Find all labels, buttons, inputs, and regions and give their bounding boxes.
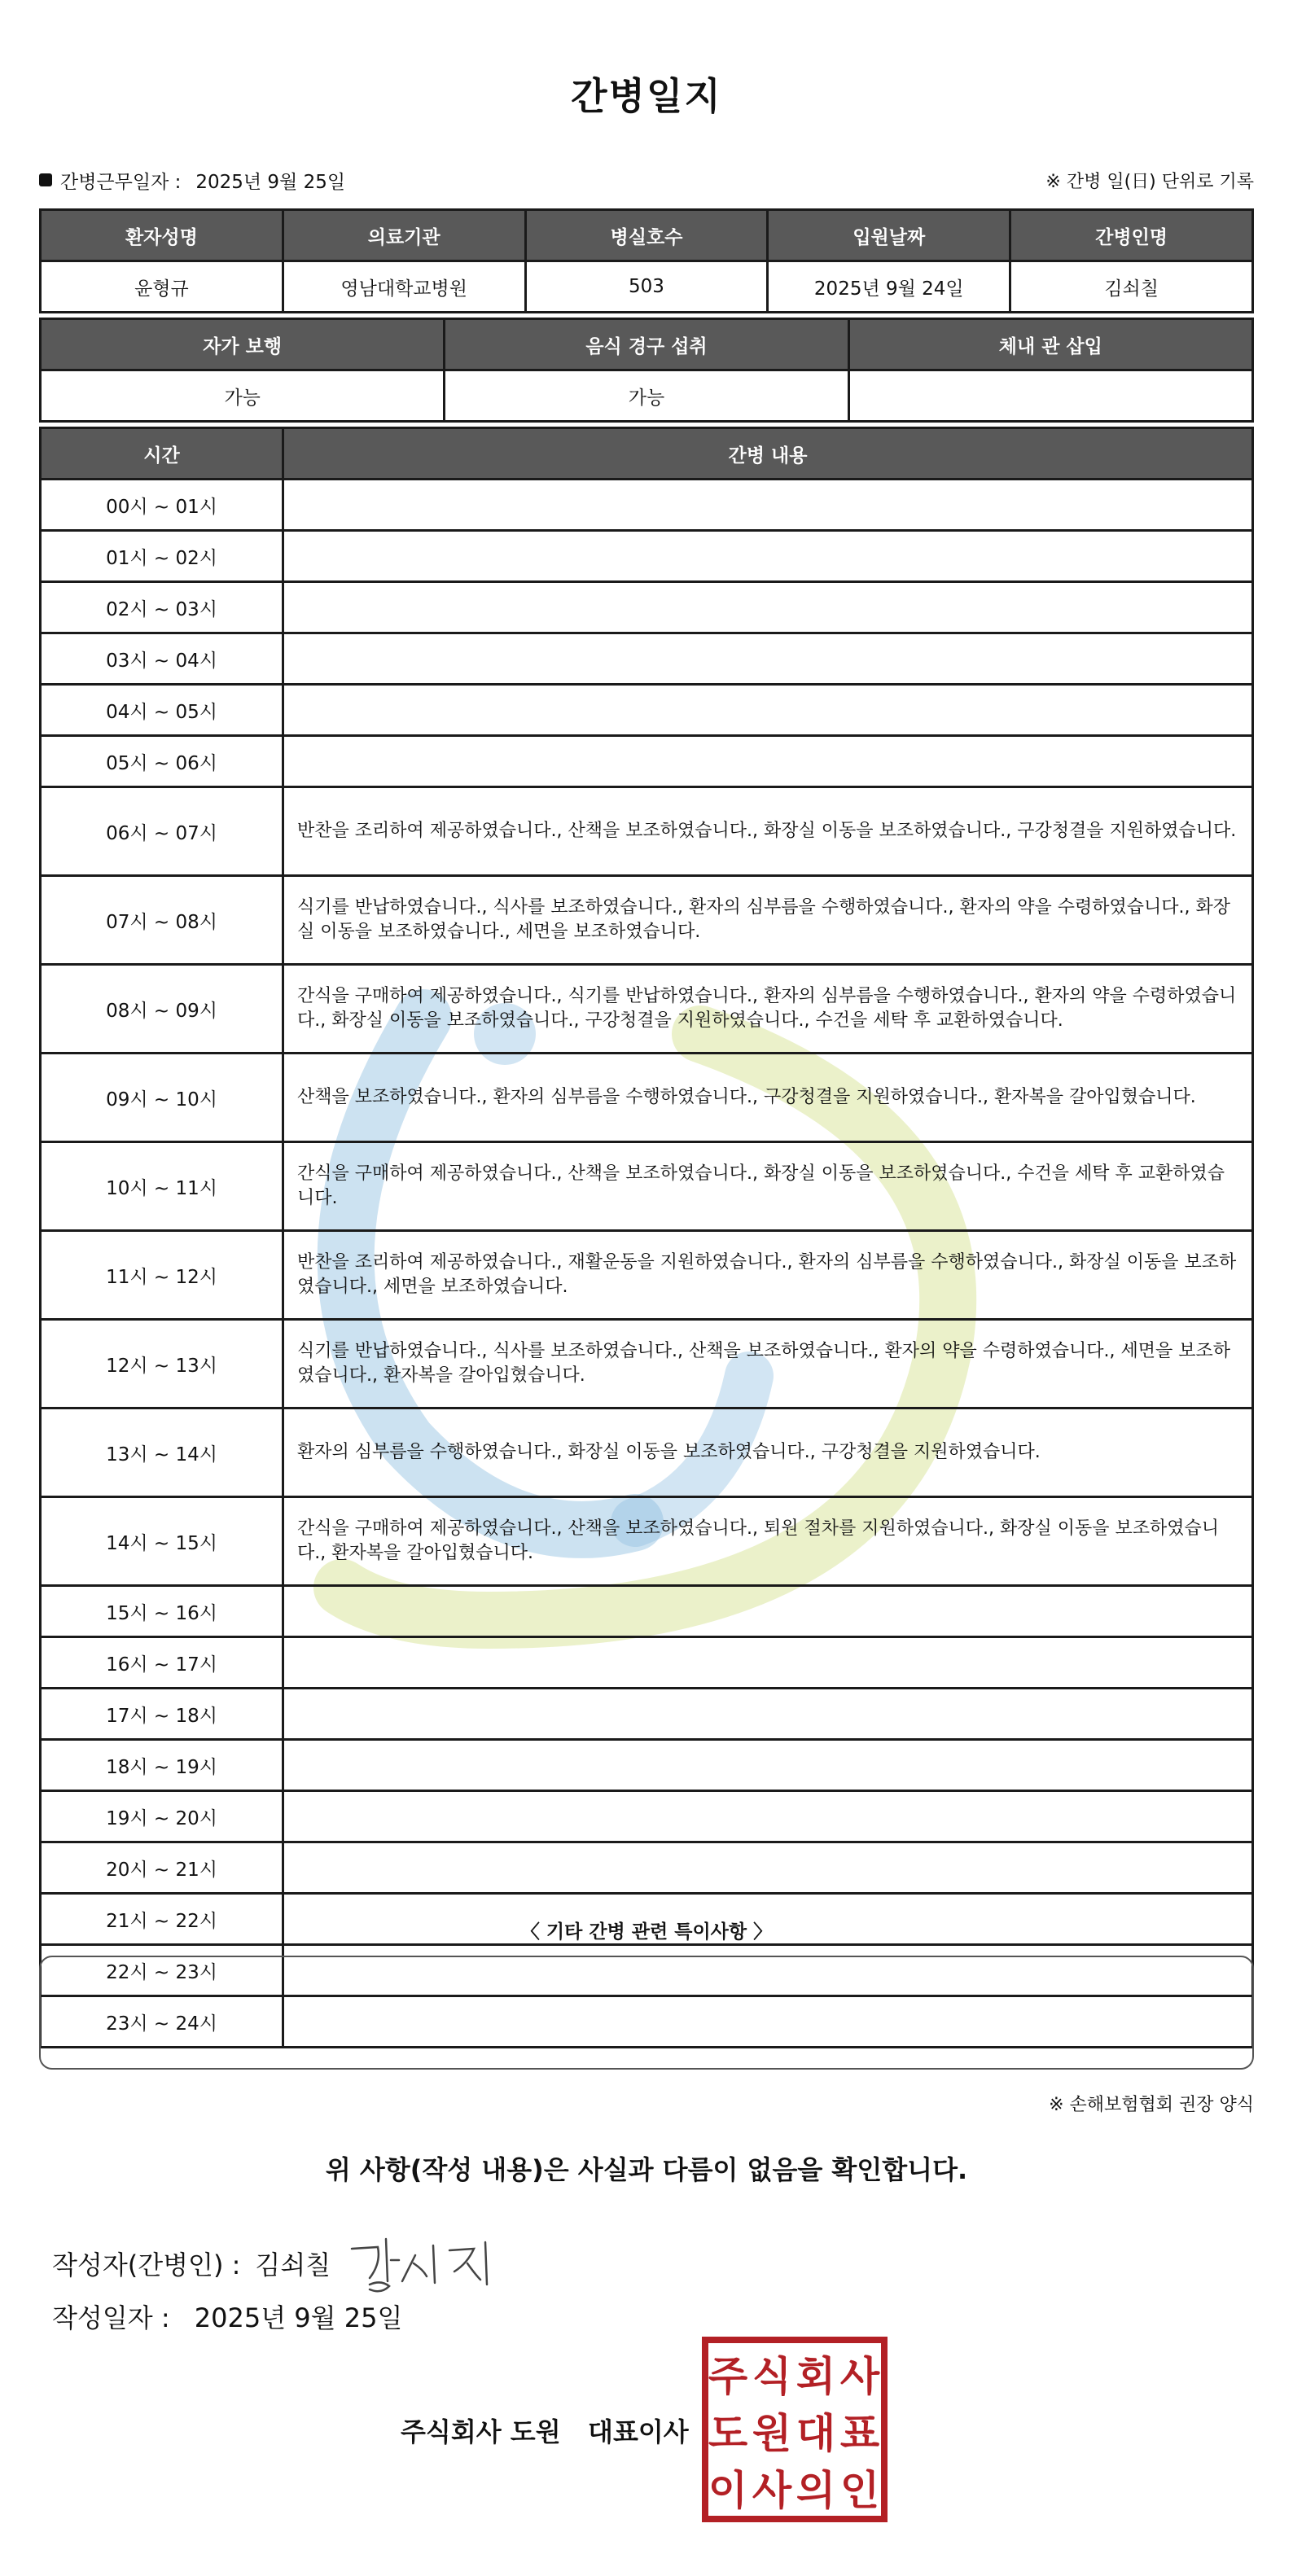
write-date-value: 2025년 9월 25일 (194, 2302, 403, 2333)
header-oral-intake: 음식 경구 섭취 (445, 319, 848, 370)
care-content: 식기를 반납하였습니다., 식사를 보조하였습니다., 산책을 보조하였습니다., 환자의 약을 수령하였습니다., 세면을 보조하였습니다., 환자복을 갈아입혔습니다. (283, 1320, 1253, 1408)
care-content: 간식을 구매하여 제공하였습니다., 산책을 보조하였습니다., 화장실 이동을 보조하였습니다., 수건을 세탁 후 교환하였습니다. (283, 1142, 1253, 1231)
seal-character: 회 (796, 2353, 836, 2400)
care-content (283, 1586, 1253, 1637)
company-seal-stamp (702, 2337, 888, 2522)
seal-character: 도 (708, 2410, 748, 2457)
header-tube-insertion: 체내 관 삽입 (848, 319, 1252, 370)
table-row (41, 1054, 1253, 1142)
table-row (41, 633, 1253, 685)
time-slot: 05시 ~ 06시 (41, 736, 283, 787)
care-content (283, 480, 1253, 531)
time-slot: 09시 ~ 10시 (41, 1054, 283, 1142)
header-hospital: 의료기관 (283, 210, 525, 261)
seal-character: 주 (708, 2353, 748, 2400)
tube-insertion-value (848, 370, 1252, 422)
table-row (41, 1142, 1253, 1231)
misc-notes-label: 〈 기타 간병 관련 특이사항 〉 (520, 1921, 773, 1943)
table-row (41, 1842, 1253, 1894)
table-row (41, 736, 1253, 787)
misc-notes-box (39, 1956, 1254, 2070)
table-row (41, 685, 1253, 736)
confirmation-statement: 위 사항(작성 내용)은 사실과 다름이 없음을 확인합니다. (325, 2154, 968, 2185)
time-slot: 20시 ~ 21시 (41, 1842, 283, 1894)
time-slot: 16시 ~ 17시 (41, 1637, 283, 1689)
write-date-line (52, 2298, 402, 2335)
hospital-name: 영남대학교병원 (283, 261, 525, 313)
table-header-row (41, 319, 1253, 370)
seal-character: 대 (796, 2410, 836, 2457)
time-slot: 08시 ~ 09시 (41, 965, 283, 1054)
care-content: 산책을 보조하였습니다., 환자의 심부름을 수행하였습니다., 구강청결을 지원하였습니다., 환자복을 갈아입혔습니다. (283, 1054, 1253, 1142)
format-note: ※ 손해보험협회 권장 양식 (1049, 2095, 1254, 2115)
unit-note: ※ 간병 일(日) 단위로 기록 (1045, 171, 1254, 192)
page-title: 간병일지 (571, 74, 722, 118)
caregiver-name: 김쇠칠 (1010, 261, 1253, 313)
time-slot: 10시 ~ 11시 (41, 1142, 283, 1231)
table-row (41, 480, 1253, 531)
seal-character: 원 (752, 2410, 792, 2457)
table-row (41, 1689, 1253, 1740)
work-date-label: 간병근무일자 : (60, 171, 182, 193)
header-room-number: 병실호수 (525, 210, 768, 261)
hourly-log-table (39, 427, 1254, 2048)
meta-row (39, 165, 1254, 195)
seal-character: 이 (708, 2467, 748, 2514)
care-content (283, 1842, 1253, 1894)
care-content: 반찬을 조리하여 제공하였습니다., 재활운동을 지원하였습니다., 환자의 심부름을 수행하였습니다., 화장실 이동을 보조하였습니다., 세면을 보조하였습니다. (283, 1231, 1253, 1320)
care-content: 식기를 반납하였습니다., 식사를 보조하였습니다., 환자의 심부름을 수행하였습니다., 환자의 약을 수령하였습니다., 화장실 이동을 보조하였습니다., 세면을 보조하였습니다. (283, 876, 1253, 965)
time-slot: 07시 ~ 08시 (41, 876, 283, 965)
seal-character: 식 (752, 2353, 792, 2400)
seal-character: 사 (839, 2353, 880, 2400)
time-slot: 01시 ~ 02시 (41, 531, 283, 582)
care-content: 환자의 심부름을 수행하였습니다., 화장실 이동을 보조하였습니다., 구강청결을 지원하였습니다. (283, 1408, 1253, 1497)
table-row (41, 876, 1253, 965)
time-slot: 18시 ~ 19시 (41, 1740, 283, 1791)
time-slot: 06시 ~ 07시 (41, 787, 283, 876)
table-row (41, 1637, 1253, 1689)
seal-character: 표 (839, 2410, 880, 2457)
writer-label: 작성자(간병인) : (52, 2250, 241, 2280)
table-row (41, 965, 1253, 1054)
time-slot: 23시 ~ 24시 (41, 1996, 283, 2048)
care-content (283, 685, 1253, 736)
table-row (41, 1791, 1253, 1842)
table-row (41, 370, 1253, 422)
time-slot: 17시 ~ 18시 (41, 1689, 283, 1740)
seal-character: 의 (796, 2467, 836, 2514)
table-row (41, 261, 1253, 313)
table-row (41, 1740, 1253, 1791)
write-date-label: 작성일자 : (52, 2302, 170, 2333)
patient-info-table (39, 208, 1254, 313)
oral-intake-value: 가능 (445, 370, 848, 422)
company-representative: 주식회사 도원 대표이사 (401, 2416, 689, 2447)
header-admission-date: 입원날짜 (768, 210, 1010, 261)
time-slot: 13시 ~ 14시 (41, 1408, 283, 1497)
care-content (283, 1740, 1253, 1791)
handwritten-signature (345, 2231, 500, 2296)
time-slot: 02시 ~ 03시 (41, 582, 283, 633)
table-row (41, 1497, 1253, 1586)
header-patient-name: 환자성명 (41, 210, 283, 261)
care-content: 간식을 구매하여 제공하였습니다., 식기를 반납하였습니다., 환자의 심부름을 수행하였습니다., 환자의 약을 수령하였습니다., 화장실 이동을 보조하였습니다., 구강청결을 지원하였습니다., 수건을 세탁 후 교환하였습니다. (283, 965, 1253, 1054)
self-walking-value: 가능 (41, 370, 445, 422)
header-self-walking: 자가 보행 (41, 319, 445, 370)
care-content: 간식을 구매하여 제공하였습니다., 산책을 보조하였습니다., 퇴원 절차를 지원하였습니다., 화장실 이동을 보조하였습니다., 환자복을 갈아입혔습니다. (283, 1497, 1253, 1586)
table-row (41, 531, 1253, 582)
header-care-content: 간병 내용 (283, 428, 1253, 480)
time-slot: 11시 ~ 12시 (41, 1231, 283, 1320)
table-header-row (41, 210, 1253, 261)
time-slot: 12시 ~ 13시 (41, 1320, 283, 1408)
table-row (41, 582, 1253, 633)
table-row (41, 1408, 1253, 1497)
seal-character: 사 (752, 2467, 792, 2514)
table-header-row (41, 428, 1253, 480)
time-slot: 21시 ~ 22시 (41, 1894, 283, 1945)
room-number: 503 (525, 261, 768, 313)
bullet-square-icon (39, 173, 52, 186)
table-row (41, 787, 1253, 876)
time-slot: 14시 ~ 15시 (41, 1497, 283, 1586)
work-date-group (39, 167, 345, 194)
time-slot: 04시 ~ 05시 (41, 685, 283, 736)
seal-character: 인 (839, 2467, 880, 2514)
time-slot: 19시 ~ 20시 (41, 1791, 283, 1842)
writer-line (52, 2231, 500, 2296)
care-content (283, 633, 1253, 685)
admission-date: 2025년 9월 24일 (768, 261, 1010, 313)
header-time: 시간 (41, 428, 283, 480)
table-row (41, 1320, 1253, 1408)
writer-name: 김쇠칠 (255, 2250, 331, 2280)
care-content (283, 531, 1253, 582)
time-slot: 00시 ~ 01시 (41, 480, 283, 531)
header-caregiver-name: 간병인명 (1010, 210, 1253, 261)
work-date-value: 2025년 9월 25일 (195, 171, 346, 193)
time-slot: 15시 ~ 16시 (41, 1586, 283, 1637)
time-slot: 22시 ~ 23시 (41, 1945, 283, 1996)
patient-name: 윤형규 (41, 261, 283, 313)
patient-status-table (39, 318, 1254, 423)
care-content (283, 736, 1253, 787)
care-content (283, 582, 1253, 633)
time-slot: 03시 ~ 04시 (41, 633, 283, 685)
care-content (283, 1791, 1253, 1842)
care-content (283, 1637, 1253, 1689)
table-row (41, 1586, 1253, 1637)
care-content (283, 1689, 1253, 1740)
table-row (41, 1231, 1253, 1320)
care-content: 반찬을 조리하여 제공하였습니다., 산책을 보조하였습니다., 화장실 이동을 보조하였습니다., 구강청결을 지원하였습니다. (283, 787, 1253, 876)
